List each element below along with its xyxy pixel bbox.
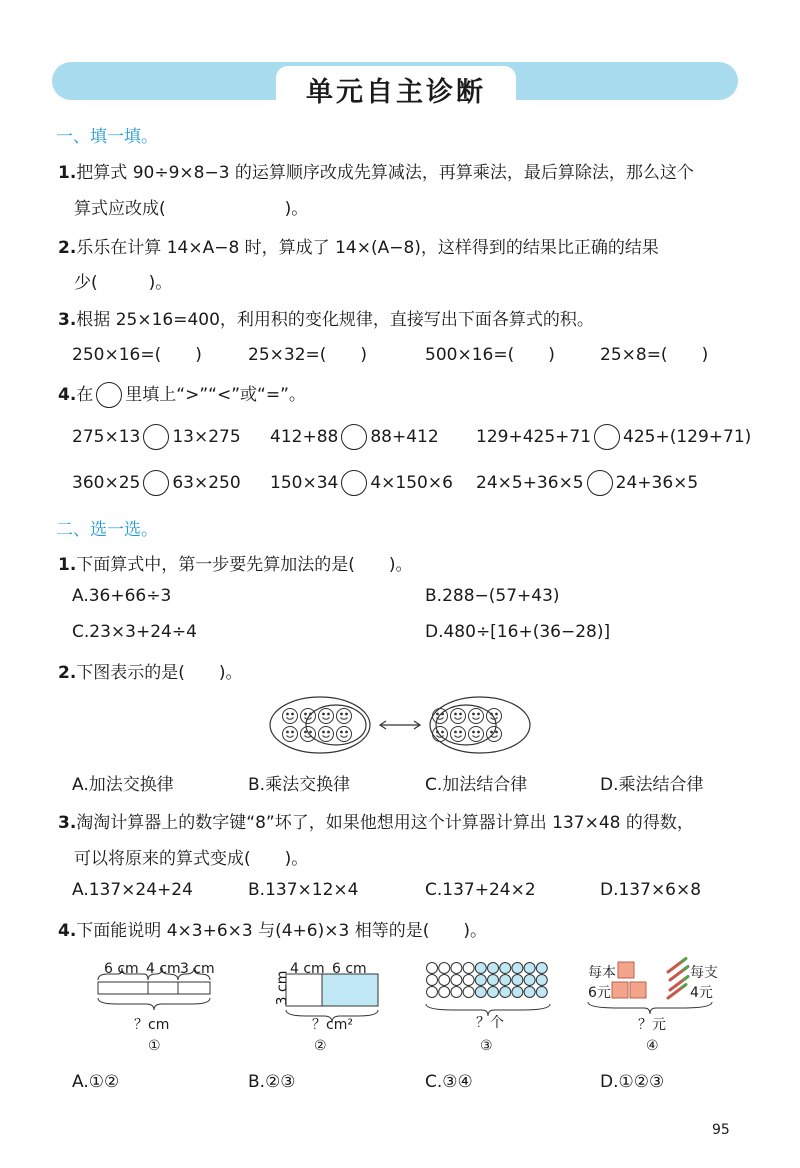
fig3-question: ？个 [476,1015,504,1031]
fig4-label: 每支 [690,965,718,981]
grid-circle [536,975,547,986]
choose-q2-option[interactable]: B.乘法交换律 [248,775,351,795]
choose-q2-option[interactable]: C.加法结合律 [425,775,528,795]
compare-circle[interactable] [594,424,620,450]
fig1-label: 3 cm [180,961,215,977]
grid-circle [439,975,450,986]
choose-q3-option[interactable]: B.137×12×4 [248,880,359,900]
compare-item: 412+88 88+412 [270,424,439,450]
fill-q3-item: 500×16=( ) [425,345,555,365]
fig2-mark: ② [314,1038,327,1054]
grid-circle [427,987,438,998]
fig2-question: ？cm² [312,1017,353,1033]
fig1-label: 6 cm [104,961,139,977]
compare-item: 129+425+71 425+(129+71) [476,424,751,450]
fig3-mark: ③ [480,1038,493,1054]
choose-q4-option[interactable]: D.①②③ [600,1072,665,1092]
smiley-icon [433,727,448,742]
grid-circle [475,963,486,974]
choose-q1-option[interactable]: C.23×3+24÷4 [72,622,197,642]
grid-circle [536,987,547,998]
fig4-mark: ④ [646,1038,659,1054]
fig2-label: 6 cm [332,961,367,977]
grid-circle [488,987,499,998]
fig1-mark: ① [148,1038,161,1054]
section-fill-heading: 一、填一填。 [56,127,158,147]
smiley-icon [319,709,334,724]
choose-q2-option[interactable]: D.乘法结合律 [600,775,704,795]
fig4-label: 每本 [588,965,616,981]
fill-q3-item: 250×16=( ) [72,345,202,365]
choose-q3-line2: 可以将原来的算式变成( )。 [74,849,309,869]
compare-item: 150×34 4×150×6 [270,470,453,496]
grid-circle [524,975,535,986]
choose-q1-option[interactable]: D.480÷[16+(36−28)] [425,622,611,642]
grid-circle [451,987,462,998]
choose-q4-option[interactable]: C.③④ [425,1072,473,1092]
fig1-label: 4 cm [146,961,181,977]
grid-circle [500,987,511,998]
smiley-icon [487,727,502,742]
grid-circle [488,975,499,986]
grid-circle [463,987,474,998]
smiley-icon [469,727,484,742]
fig4-label: 4元 [690,985,713,1001]
fill-q4-line1: 4.在 里填上“>”“<”或“=”。 [58,380,306,408]
compare-circle[interactable] [143,470,169,496]
compare-circle[interactable] [341,470,367,496]
fill-q2-line1: 2.乐乐在计算 14×A−8 时，算成了 14×(A−8)，这样得到的结果比正确的结果 [58,238,659,258]
smiley-icon [301,727,316,742]
grid-circle [451,975,462,986]
fig4-label: 6元 [588,985,611,1001]
grid-circle [427,963,438,974]
fill-q3-line1: 3.根据 25×16=400，利用积的变化规律，直接写出下面各算式的积。 [58,310,594,330]
smiley-icon [283,727,298,742]
grid-circle [512,975,523,986]
choose-q2: 2.下图表示的是( )。 [58,663,243,683]
book-icon [612,982,628,998]
compare-circle-icon [96,382,122,408]
fill-q2-line2: 少( )。 [74,273,173,293]
smiley-icon [283,709,298,724]
compare-circle[interactable] [587,470,613,496]
smiley-icon [451,709,466,724]
fig2-label: 4 cm [290,961,325,977]
smiley-grouping-figure [268,694,538,756]
choose-q3-option[interactable]: A.137×24+24 [72,880,193,900]
grid-circle [512,963,523,974]
grid-circle [524,963,535,974]
choose-q2-option[interactable]: A.加法交换律 [72,775,174,795]
choose-q1-option[interactable]: A.36+66÷3 [72,586,172,606]
smiley-icon [319,727,334,742]
fill-q3-item: 25×32=( ) [248,345,368,365]
compare-item: 360×25 63×250 [72,470,241,496]
fill-q1-line1: 1.把算式 90÷9×8−3 的运算顺序改成先算减法，再算乘法，最后算除法，那么这个 [58,163,694,183]
page-number: 95 [712,1122,730,1138]
page-title: 单元自主诊断 [306,77,486,108]
choose-q1: 1.下面算式中，第一步要先算加法的是( )。 [58,555,413,575]
smiley-icon [337,727,352,742]
grid-circle [463,963,474,974]
grid-circle [536,963,547,974]
compare-item: 24×5+36×5 24+36×5 [476,470,698,496]
fill-q3-item: 25×8=( ) [600,345,709,365]
grid-circle [451,963,462,974]
smiley-icon [451,727,466,742]
compare-circle[interactable] [341,424,367,450]
grid-circle [439,987,450,998]
choose-q4: 4.下面能说明 4×3+6×3 与(4+6)×3 相等的是( )。 [58,921,487,941]
choose-q3-option[interactable]: C.137+24×2 [425,880,536,900]
choose-q1-option[interactable]: B.288−(57+43) [425,586,560,606]
grid-circle [475,987,486,998]
grid-circle [512,987,523,998]
smiley-icon [469,709,484,724]
smiley-icon [487,709,502,724]
grid-circle [500,963,511,974]
book-icon [630,982,646,998]
grid-circle [488,963,499,974]
book-icon [618,962,634,978]
grid-circle [500,975,511,986]
choose-q3-option[interactable]: D.137×6×8 [600,880,702,900]
grid-circle [463,975,474,986]
fig2-side-label: 3 cm [274,970,291,1006]
grid-circle [475,975,486,986]
grid-circle [427,975,438,986]
choose-q4-option[interactable]: A.①② [72,1072,120,1092]
section-choose-heading: 二、选一选。 [56,520,158,540]
compare-circle[interactable] [143,424,169,450]
smiley-icon [301,709,316,724]
choose-q3-line1: 3.淘淘计算器上的数字键“8”坏了，如果他想用这个计算器计算出 137×48 的得数， [58,813,694,833]
fill-q1-line2: 算式应改成( )。 [74,199,309,219]
smiley-icon [337,709,352,724]
grid-circle [439,963,450,974]
fig4-question: ？元 [638,1017,666,1033]
smiley-icon [433,709,448,724]
grid-circle [524,987,535,998]
choose-q4-option[interactable]: B.②③ [248,1072,296,1092]
fig1-question: ？cm [134,1017,170,1033]
compare-item: 275×13 13×275 [72,424,241,450]
